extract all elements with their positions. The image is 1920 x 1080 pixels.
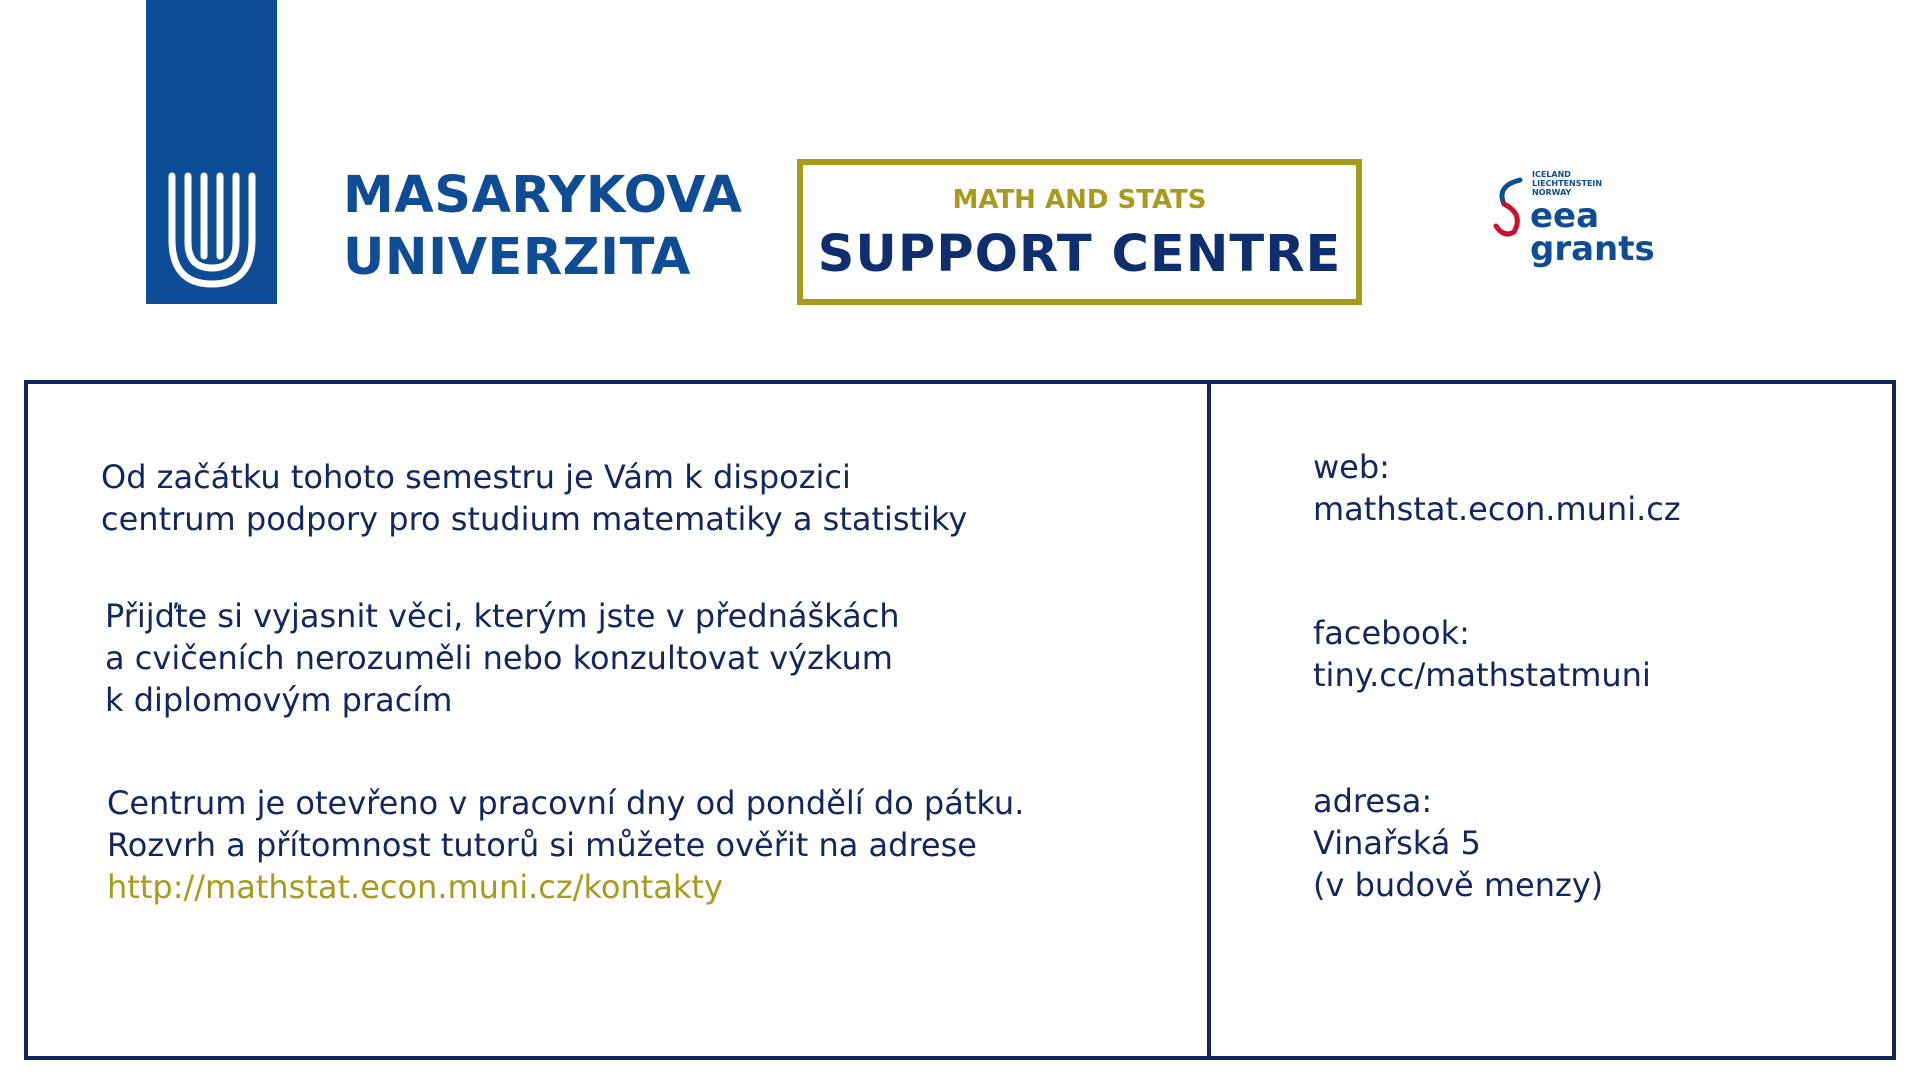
facebook-contact xyxy=(1313,612,1651,696)
contacts-link[interactable]: http://mathstat.econ.muni.cz/kontakty xyxy=(107,868,723,906)
web-value[interactable]: mathstat.econ.muni.cz xyxy=(1313,490,1681,528)
info-panel xyxy=(24,380,1896,1060)
eea-countries xyxy=(1532,170,1602,197)
text-line: k diplomovým pracím xyxy=(105,681,453,719)
invitation-paragraph xyxy=(105,595,900,721)
eea-wordmark xyxy=(1530,196,1655,269)
eea-word-1: eea xyxy=(1530,196,1600,236)
intro-paragraph xyxy=(101,456,967,540)
university-line-2: UNIVERZITA xyxy=(343,228,691,287)
text-line: Rozvrh a přítomnost tutorů si můžete ověřit na adrese xyxy=(107,826,977,864)
eea-grants-logo xyxy=(1490,170,1655,270)
eea-country: NORWAY xyxy=(1532,188,1572,197)
university-name xyxy=(343,165,743,289)
text-line: centrum podpory pro studium matematiky a statistiky xyxy=(101,500,968,538)
eea-country: ICELAND xyxy=(1532,170,1571,179)
mu-logo-icon xyxy=(166,170,258,292)
eea-country: LIECHTENSTEIN xyxy=(1532,179,1603,188)
address-line: Vinařská 5 xyxy=(1313,824,1481,862)
centre-title: SUPPORT CENTRE xyxy=(817,225,1342,284)
text-line: Centrum je otevřeno v pracovní dny od pondělí do pátku. xyxy=(107,784,1025,822)
address-label: adresa: xyxy=(1313,782,1433,820)
web-label: web: xyxy=(1313,448,1390,486)
eea-swirl-icon xyxy=(1490,174,1530,244)
address-contact xyxy=(1313,780,1603,906)
facebook-label: facebook: xyxy=(1313,614,1470,652)
web-contact xyxy=(1313,446,1681,530)
hours-paragraph xyxy=(107,782,1024,908)
eea-word-2: grants xyxy=(1530,229,1655,269)
university-line-1: MASARYKOVA xyxy=(343,166,743,225)
centre-subtitle: MATH AND STATS xyxy=(952,185,1207,215)
panel-divider xyxy=(1207,384,1211,1056)
address-line: (v budově menzy) xyxy=(1313,866,1604,904)
support-centre-logo xyxy=(797,159,1362,305)
text-line: Přijďte si vyjasnit věci, kterým jste v přednáškách xyxy=(105,597,900,635)
text-line: Od začátku tohoto semestru je Vám k dispozici xyxy=(101,458,851,496)
mu-logo-block xyxy=(146,0,277,304)
facebook-value[interactable]: tiny.cc/mathstatmuni xyxy=(1313,656,1651,694)
text-line: a cvičeních nerozuměli nebo konzultovat výzkum xyxy=(105,639,893,677)
